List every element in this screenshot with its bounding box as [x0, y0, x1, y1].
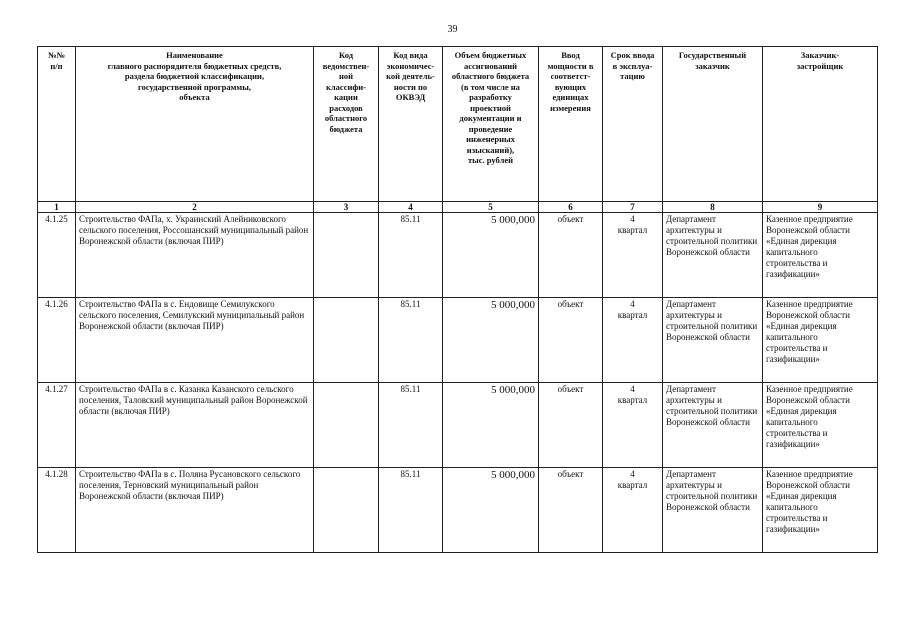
header-col-amount: Объем бюджетных ассигнований областного бюджета (в том числе на разработку проектной документации и проведение инженерных изысканий), тыс. рублей	[443, 47, 539, 202]
header-col-developer: Заказчик- застройщик	[763, 47, 878, 202]
object-name: Строительство ФАПа, х. Украинский Алейниковского сельского поселения, Россошанский муниципальный район Воронежской области (включая ПИР)	[76, 213, 314, 298]
row-id: 4.1.25	[38, 213, 76, 298]
column-number: 1	[38, 202, 76, 213]
state-customer: Департамент архитектуры и строительной политики Воронежской области	[663, 468, 763, 553]
dept-code	[314, 468, 379, 553]
row-id: 4.1.26	[38, 298, 76, 383]
commission-term: 4 квартал	[603, 383, 663, 468]
row-id: 4.1.27	[38, 383, 76, 468]
header-col-dept-code: Код ведомствен- ной классифи- кации расходов областного бюджета	[314, 47, 379, 202]
column-number: 7	[603, 202, 663, 213]
okved-code: 85.11	[379, 298, 443, 383]
object-name: Строительство ФАПа в с. Казанка Казанского сельского поселения, Таловский муниципальный район Воронежской области (включая ПИР)	[76, 383, 314, 468]
table-row	[38, 213, 878, 298]
column-number: 6	[539, 202, 603, 213]
budget-amount: 5 000,000	[443, 468, 539, 553]
dept-code	[314, 298, 379, 383]
capacity-unit: объект	[539, 213, 603, 298]
dept-code	[314, 213, 379, 298]
state-customer: Департамент архитектуры и строительной политики Воронежской области	[663, 383, 763, 468]
column-number: 9	[763, 202, 878, 213]
page-number: 39	[447, 24, 458, 35]
developer: Казенное предприятие Воронежской области «Единая дирекция капитального строительства и газификации»	[763, 213, 878, 298]
column-number: 8	[663, 202, 763, 213]
capacity-unit: объект	[539, 383, 603, 468]
state-customer: Департамент архитектуры и строительной политики Воронежской области	[663, 298, 763, 383]
budget-amount: 5 000,000	[443, 383, 539, 468]
header-col-okved: Код вида экономичес- кой деятель- ности по ОКВЭД	[379, 47, 443, 202]
row-id: 4.1.28	[38, 468, 76, 553]
capacity-unit: объект	[539, 468, 603, 553]
object-name: Строительство ФАПа в с. Поляна Русановского сельского поселения, Терновский муниципальный район Воронежской области (включая ПИР)	[76, 468, 314, 553]
okved-code: 85.11	[379, 213, 443, 298]
developer: Казенное предприятие Воронежской области «Единая дирекция капитального строительства и газификации»	[763, 383, 878, 468]
header-col-customer: Государственный заказчик	[663, 47, 763, 202]
column-number: 5	[443, 202, 539, 213]
budget-amount: 5 000,000	[443, 213, 539, 298]
header-col-capacity: Ввод мощности в соответст- вующих единицах измерения	[539, 47, 603, 202]
column-number: 4	[379, 202, 443, 213]
budget-amount: 5 000,000	[443, 298, 539, 383]
header-col-term: Срок ввода в эксплуа- тацию	[603, 47, 663, 202]
header-col-number: №№ п/п	[38, 47, 76, 202]
table-row	[38, 468, 878, 553]
okved-code: 85.11	[379, 468, 443, 553]
header-col-name: Наименование главного распорядителя бюджетных средств, раздела бюджетной классификации, государственной программы, объекта	[76, 47, 314, 202]
capacity-unit: объект	[539, 298, 603, 383]
okved-code: 85.11	[379, 383, 443, 468]
commission-term: 4 квартал	[603, 468, 663, 553]
column-number-row	[38, 202, 878, 213]
table-body	[38, 202, 878, 553]
state-customer: Департамент архитектуры и строительной политики Воронежской области	[663, 213, 763, 298]
dept-code	[314, 383, 379, 468]
developer: Казенное предприятие Воронежской области «Единая дирекция капитального строительства и газификации»	[763, 298, 878, 383]
column-number: 2	[76, 202, 314, 213]
commission-term: 4 квартал	[603, 298, 663, 383]
developer: Казенное предприятие Воронежской области «Единая дирекция капитального строительства и газификации»	[763, 468, 878, 553]
table-header	[38, 47, 878, 202]
column-number: 3	[314, 202, 379, 213]
table-row	[38, 383, 878, 468]
object-name: Строительство ФАПа в с. Ендовище Семилукского сельского поселения, Семилукский муниципальный район Воронежской области (включая ПИР)	[76, 298, 314, 383]
capital-construction-table	[37, 46, 878, 553]
commission-term: 4 квартал	[603, 213, 663, 298]
table-row	[38, 298, 878, 383]
